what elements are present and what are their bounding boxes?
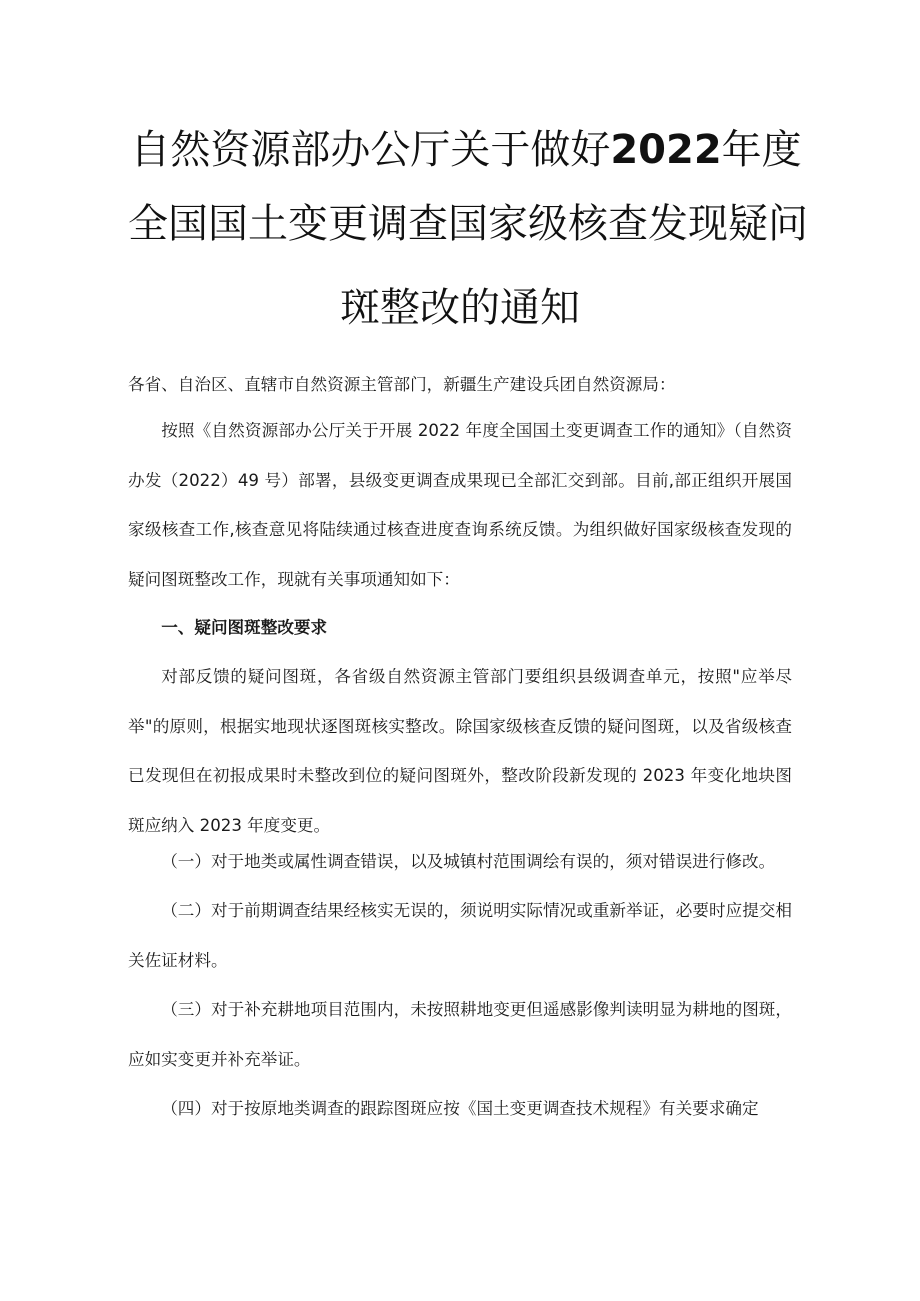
- document-title-line-2: 全国国土变更调查国家级核查发现疑问: [128, 201, 808, 247]
- title-text: 自然资源部办公厅关于做好: [130, 127, 611, 173]
- addressee-paragraph: 各省、自治区、直辖市自然资源主管部门，新疆生产建设兵团自然资源局：: [128, 375, 676, 394]
- list-item-2: （二）对于前期调查结果经核实无误的，须说明实际情况或重新举证，必要时应提交相关佐证材料。: [128, 901, 792, 970]
- list-item-3: （三）对于补充耕地项目范围内，未按照耕地变更但遥感影像判读明显为耕地的图斑，应如实变更并补充举证。: [128, 1000, 792, 1069]
- intro-paragraph: 按照《自然资源部办公厅关于开展 2022 年度全国国土变更调查工作的通知》（自然资办发（2022）49 号）部署，县级变更调查成果现已全部汇交到部。目前,部正组织开展国家级核查工作,核查意见将陆续通过核查进度查询系统反馈。为组织做好国家级核查发现的疑问图斑整改工作，现就有关事项通知如下：: [128, 421, 792, 589]
- document-title-line-1: [0, 126, 920, 174]
- list-item-1: （一）对于地类或属性调查错误，以及城镇村范围调绘有误的，须对错误进行修改。: [161, 852, 776, 871]
- section-body-paragraph: 对部反馈的疑问图斑，各省级自然资源主管部门要组织县级调查单元，按照"应举尽举"的原则，根据实地现状逐图斑核实整改。除国家级核查反馈的疑问图斑，以及省级核查已发现但在初报成果时未整改到位的疑问图斑外，整改阶段新发现的 2023 年变化地块图斑应纳入 2023 年度变更。: [128, 667, 792, 835]
- document-title-line-3: 斑整改的通知: [340, 285, 580, 331]
- title-year: 2022: [610, 127, 722, 173]
- section-heading: 一、疑问图斑整改要求: [161, 618, 328, 637]
- list-item-4: （四）对于按原地类调查的跟踪图斑应按《国土变更调查技术规程》有关要求确定: [161, 1099, 759, 1118]
- title-text-suffix: 年度: [721, 127, 802, 173]
